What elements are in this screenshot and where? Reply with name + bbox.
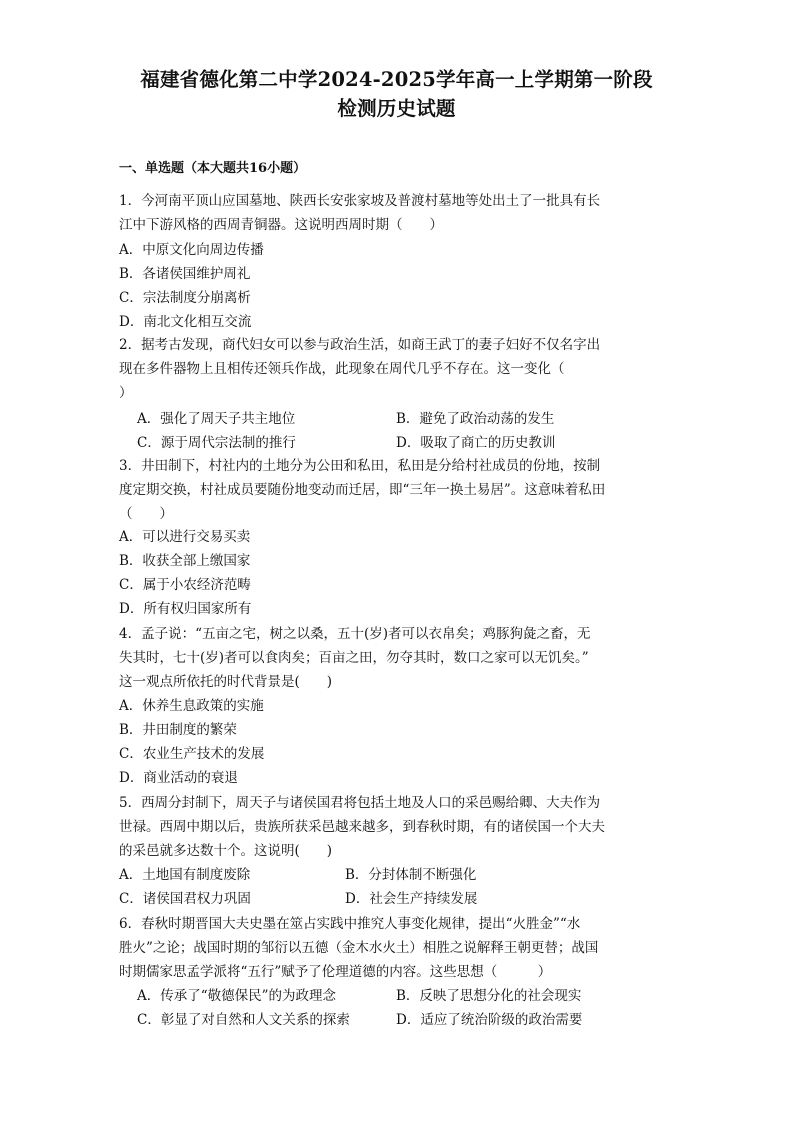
question-4-option-c: C．农业生产技术的发展 (119, 746, 265, 762)
question-1-stem (119, 189, 675, 237)
section-heading: 一、单选题（本大题共16小题） (119, 161, 307, 176)
question-4-option-d: D．商业活动的衰退 (119, 770, 238, 786)
question-3-stem-line-3: （ ） (119, 506, 173, 522)
question-2-stem-line-3: ） (119, 385, 133, 401)
question-2-option-a: A．强化了周天子共主地位 (137, 411, 296, 427)
question-3-stem-line-1: 3．井田制下，村社内的土地分为公田和私田，私田是分给村社成员的份地，按制 (119, 458, 601, 474)
question-6-option-d: D．适应了统治阶级的政治需要 (396, 1012, 583, 1028)
question-6-stem-line-2: 胜火”之论；战国时期的邹衍以五德（金木水火土）相胜之说解释王朝更替；战国 (119, 940, 599, 956)
question-5-option-a: A．土地国有制度废除 (119, 867, 251, 883)
question-6-option-c: C．彰显了对自然和人文关系的探索 (137, 1012, 350, 1028)
question-4-option-a: A．休养生息政策的实施 (119, 698, 264, 714)
question-2-option-d: D．吸取了商亡的历史教训 (396, 435, 556, 451)
question-1-option-b: B．各诸侯国维护周礼 (119, 266, 251, 282)
question-3-option-c: C．属于小农经济范畴 (119, 577, 251, 593)
question-3-option-d: D．所有权归国家所有 (119, 601, 252, 617)
question-2-stem-line-1: 2．据考古发现，商代妇女可以参与政治生活，如商王武丁的妻子妇好不仅名字出 (119, 337, 601, 353)
question-3-option-b: B．收获全部上缴国家 (119, 553, 251, 569)
question-6-stem-line-1: 6．春秋时期晋国大夫史墨在筮占实践中推究人事变化规律，提出“火胜金”“水 (119, 916, 581, 932)
question-5-stem (119, 791, 675, 863)
question-4-stem-line-2: 失其时，七十(岁)者可以食肉矣；百亩之田，勿夺其时，数口之家可以无饥矣。” (119, 650, 589, 666)
question-6-stem-line-3: 时期儒家思孟学派将“五行”赋予了伦理道德的内容。这些思想（ ） (119, 964, 552, 980)
question-2-stem (119, 333, 675, 405)
exam-title-line-2: 检测历史试题 (337, 97, 456, 120)
question-2-stem-line-2: 现在多件器物上且相传还领兵作战，此现象在周代几乎不存在。这一变化（ (119, 361, 565, 377)
question-1-stem-line-1: 1．今河南平顶山应国墓地、陕西长安张家坡及普渡村墓地等处出土了一批具有长 (119, 193, 601, 209)
question-1-option-d: D．南北文化相互交流 (119, 314, 252, 330)
question-5-option-b: B．分封体制不断强化 (345, 867, 477, 883)
question-3-option-a: A．可以进行交易买卖 (119, 529, 251, 545)
question-4-stem-line-3: 这一观点所依托的时代背景是( ) (119, 674, 333, 690)
question-2-option-b: B．避免了政治动荡的发生 (396, 411, 555, 427)
question-2-option-c: C．源于周代宗法制的推行 (137, 435, 296, 451)
question-5-option-d: D．社会生产持续发展 (345, 891, 478, 907)
question-4-stem (119, 622, 675, 694)
question-6-option-b: B．反映了思想分化的社会现实 (396, 988, 582, 1004)
question-6-stem (119, 912, 675, 984)
question-4-option-b: B．井田制度的繁荣 (119, 722, 237, 738)
question-3-stem-line-2: 度定期交换，村社成员要随份地变动而迁居，即“三年一换土易居”。这意味着私田 (119, 482, 606, 498)
question-5-stem-line-3: 的采邑就多达数十个。这说明( ) (119, 843, 333, 859)
question-5-option-c: C．诸侯国君权力巩固 (119, 891, 251, 907)
question-1-option-a: A．中原文化向周边传播 (119, 242, 264, 258)
question-4-stem-line-1: 4．孟子说：“五亩之宅，树之以桑，五十(岁)者可以衣帛矣；鸡豚狗彘之畜，无 (119, 626, 591, 642)
question-1-option-c: C．宗法制度分崩离析 (119, 290, 251, 306)
question-1-stem-line-2: 江中下游风格的西周青铜器。这说明西周时期（ ） (119, 217, 443, 233)
question-5-stem-line-1: 5．西周分封制下，周天子与诸侯国君将包括土地及人口的采邑赐给卿、大夫作为 (119, 795, 601, 811)
exam-title-line-1: 福建省德化第二中学2024-2025学年高一上学期第一阶段 (140, 68, 653, 91)
question-6-option-a: A．传承了“敬德保民”的为政理念 (137, 988, 337, 1004)
question-3-stem (119, 454, 675, 526)
question-5-stem-line-2: 世禄。西周中期以后，贵族所获采邑越来越多，到春秋时期，有的诸侯国一个大夫 (119, 819, 605, 835)
